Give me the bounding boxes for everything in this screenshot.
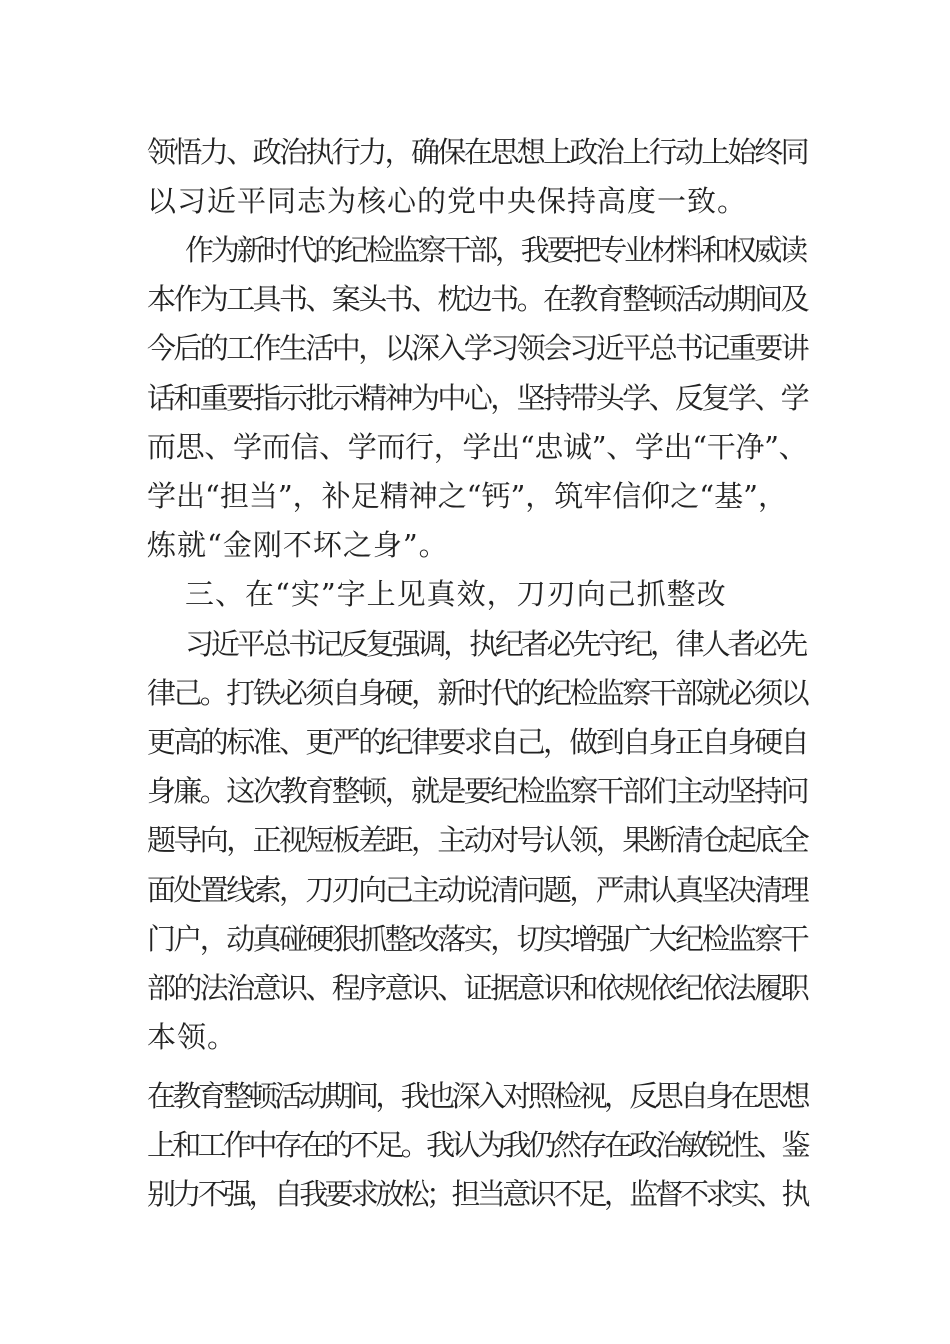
text-line: 律己。打铁必须自身硬，新时代的纪检监察干部就必须以 (147, 676, 808, 710)
section-heading: 三、在“实”字上见真效，刀刃向己抓整改 (185, 577, 727, 611)
text-line: 更高的标准、更严的纪律要求自己，做到自身正自身硬自 (147, 725, 808, 759)
text-line: 今后的工作生活中，以深入学习领会习近平总书记重要讲 (147, 331, 808, 365)
text-line: 在教育整顿活动期间，我也深入对照检视，反思自身在思想 (147, 1079, 807, 1113)
text-line: 别力不强，自我要求放松；担当意识不足，监督不求实、执 (147, 1177, 807, 1211)
text-line: 以习近平同志为核心的党中央保持高度一致。 (147, 184, 748, 218)
text-line: 炼就“金刚不坏之身”。 (147, 528, 449, 562)
text-line: 学出“担当”，补足精神之“钙”，筑牢信仰之“基”， (147, 479, 787, 513)
text-line: 部的法治意识、程序意识、证据意识和依规依纪依法履职 (147, 971, 808, 1005)
text-line: 领悟力、政治执行力，确保在思想上政治上行动上始终同 (147, 135, 808, 169)
text-line: 本作为工具书、案头书、枕边书。在教育整顿活动期间及 (147, 282, 808, 316)
text-line: 作为新时代的纪检监察干部，我要把专业材料和权威读 (185, 233, 805, 267)
text-line: 习近平总书记反复强调，执纪者必先守纪，律人者必先 (185, 627, 805, 661)
text-line: 题导向，正视短板差距，主动对号认领，果断清仓起底全 (147, 823, 808, 857)
text-line: 上和工作中存在的不足。我认为我仍然存在政治敏锐性、鉴 (147, 1128, 807, 1162)
text-line: 话和重要指示批示精神为中心，坚持带头学、反复学、学 (147, 381, 808, 415)
text-line: 本领。 (147, 1020, 238, 1054)
text-line: 门户，动真碰硬狠抓整改落实，切实增强广大纪检监察干 (147, 922, 808, 956)
text-line: 而思、学而信、学而行，学出“忠诚”、学出“干净”、 (147, 430, 808, 464)
text-line: 身廉。这次教育整顿，就是要纪检监察干部们主动坚持问 (147, 774, 808, 808)
text-line: 面处置线索，刀刃向己主动说清问题，严肃认真坚决清理 (147, 873, 808, 907)
